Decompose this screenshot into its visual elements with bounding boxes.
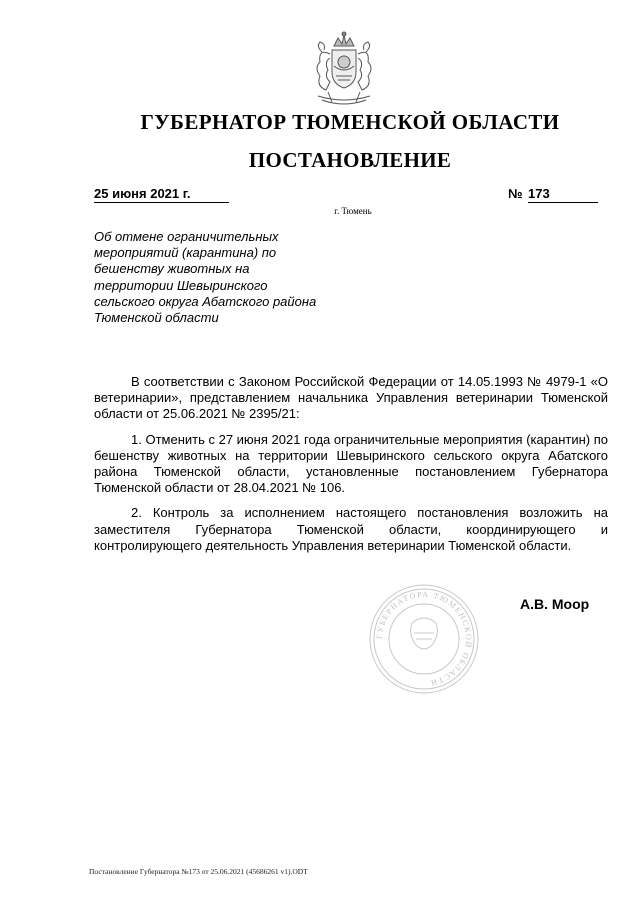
preamble-paragraph: В соответствии с Законом Российской Федерации от 14.05.1993 № 4979-1 «О ветеринарии», представлением начальника Управления ветеринарии Тюменской области от 25.06.2021 № 2395/21:	[94, 374, 608, 422]
document-subject	[94, 229, 324, 326]
seal-ring-text: ГУБЕРНАТОРА ТЮМЕНСКОЙ ОБЛАСТИ	[374, 589, 474, 688]
subject-line: бешенству животных на	[94, 261, 250, 277]
document-number	[508, 186, 604, 203]
document-type: ПОСТАНОВЛЕНИЕ	[248, 148, 452, 172]
subject-line: территории Шевыринского	[94, 277, 268, 293]
subject-line: сельского округа Абатского района	[94, 293, 317, 309]
number-value: 173	[528, 186, 598, 203]
number-sign: №	[508, 186, 523, 201]
document-date: 25 июня 2021 г.	[94, 186, 229, 203]
subject-line: Об отмене ограничительных	[94, 229, 279, 244]
issue-city: г. Тюмень	[334, 206, 372, 216]
footer-filename: Постановление Губернатора №173 от 25.06.2021 (45686261 v1).ODT	[89, 867, 308, 876]
clause-2-paragraph: 2. Контроль за исполнением настоящего постановления возложить на заместителя Губернатора Тюменской области, координирующего и контролирующего деятельность Управления ветеринарии Тюменской области.	[94, 505, 608, 553]
coat-of-arms-icon	[298, 30, 390, 112]
clause-1-paragraph: 1. Отменить с 27 июня 2021 года ограничительные мероприятия (карантин) по бешенству животных на территории Шевыринского сельского округа Абатского района Тюменской области, установленные постановлением Губернатора Тюменской области от 28.04.2021 № 106.	[94, 431, 608, 496]
issuing-authority: ГУБЕРНАТОР ТЮМЕНСКОЙ ОБЛАСТИ	[140, 110, 560, 134]
subject-line: Тюменской области	[94, 310, 219, 326]
document-body	[94, 374, 608, 563]
subject-line: мероприятий (карантина) по	[94, 245, 277, 261]
official-seal-icon	[368, 583, 480, 695]
signatory-name: А.В. Моор	[520, 596, 590, 612]
